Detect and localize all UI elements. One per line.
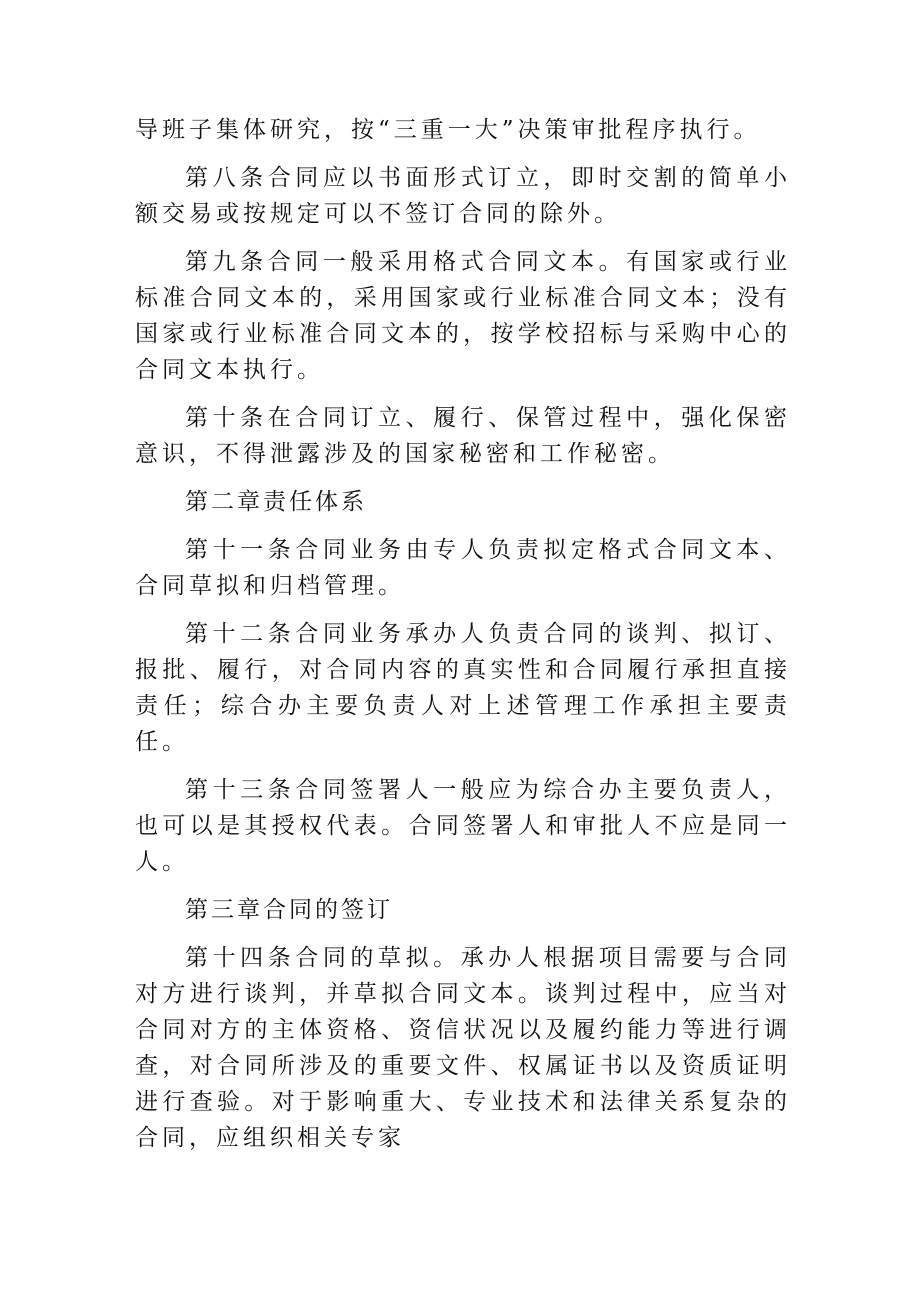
- article-11: 第十一条合同业务由专人负责拟定格式合同文本、合同草拟和归档管理。: [135, 537, 791, 599]
- chapter-2-heading: 第二章责任体系: [185, 489, 367, 515]
- article-12: 第十二条合同业务承办人负责合同的谈判、拟订、报批、履行，对合同内容的真实性和合同履行承担直接责任；综合办主要负责人对上述管理工作承担主要责任。: [135, 621, 791, 755]
- article-9: 第九条合同一般采用格式合同文本。有国家或行业标准合同文本的，采用国家或行业标准合同文本；没有国家或行业标准合同文本的，按学校招标与采购中心的合同文本执行。: [135, 249, 791, 383]
- paragraph-1: 导班子集体研究，按“三重一大”决策审批程序执行。: [135, 117, 761, 143]
- article-14: 第十四条合同的草拟。承办人根据项目需要与合同对方进行谈判，并草拟合同文本。谈判过程中，应当对合同对方的主体资格、资信状况以及履约能力等进行调查，对合同所涉及的重要文件、权属证书以及资质证明进行查验。对于影响重大、专业技术和法律关系复杂的合同，应组织相关专家: [135, 945, 791, 1151]
- article-13: 第十三条合同签署人一般应为综合办主要负责人，也可以是其授权代表。合同签署人和审批人不应是同一人。: [135, 777, 791, 875]
- document-body: [135, 112, 791, 1168]
- article-8: 第八条合同应以书面形式订立，即时交割的简单小额交易或按规定可以不签订合同的除外。: [135, 165, 791, 227]
- article-10: 第十条在合同订立、履行、保管过程中，强化保密意识，不得泄露涉及的国家秘密和工作秘密。: [135, 405, 791, 467]
- chapter-3-heading: 第三章合同的签订: [185, 897, 393, 923]
